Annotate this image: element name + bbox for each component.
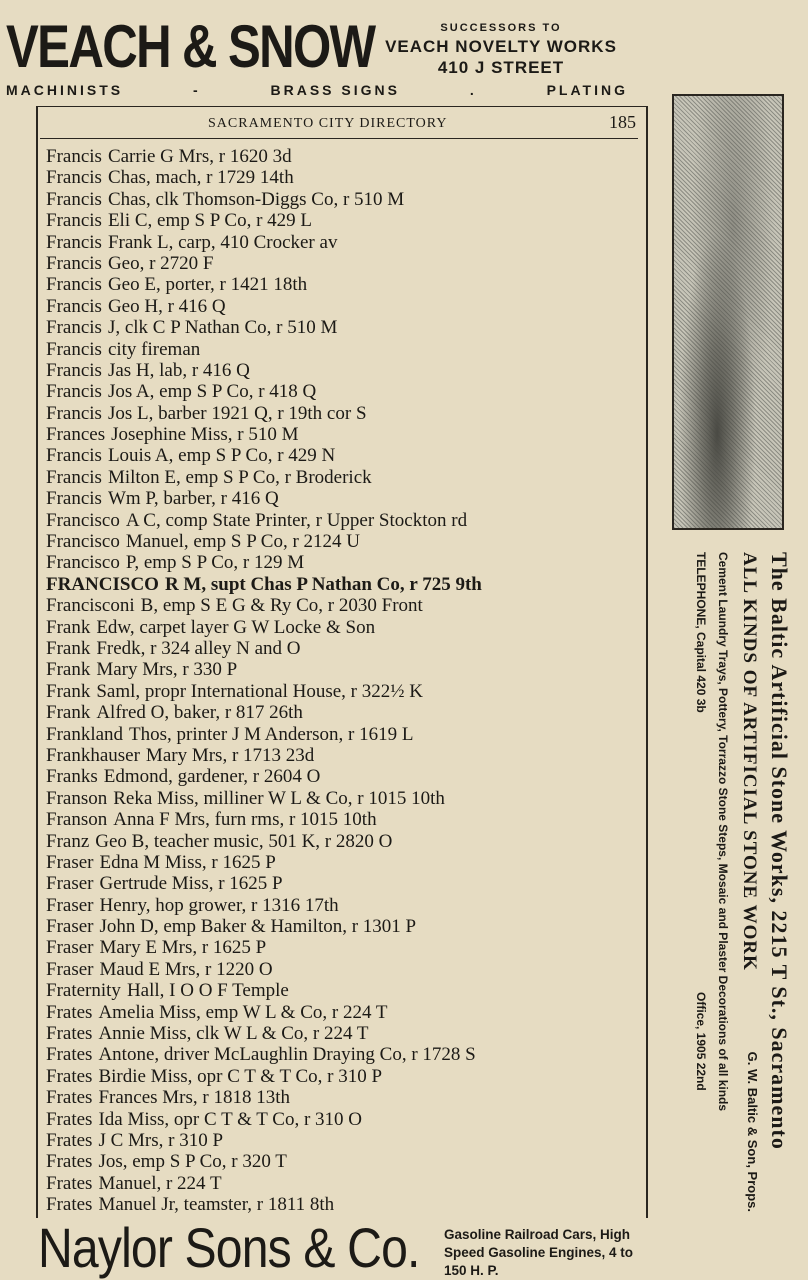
entry-surname: Frank — [46, 616, 91, 638]
entry-surname: Francis — [46, 317, 102, 339]
entry-surname: Frankhauser — [46, 744, 140, 766]
entry-detail: Ida Miss, opr C T & T Co, r 310 O — [98, 1108, 362, 1130]
entry-surname: Franson — [46, 809, 108, 831]
directory-entries — [46, 146, 640, 1216]
directory-entry — [46, 959, 640, 980]
directory-entry — [46, 1044, 640, 1065]
directory-entry — [46, 937, 640, 958]
entry-detail: Eli C, emp S P Co, r 429 L — [107, 210, 313, 232]
entry-detail: Geo, r 2720 F — [107, 252, 214, 274]
entry-surname: Frank — [46, 680, 91, 702]
entry-surname: Frances — [46, 424, 106, 446]
directory-entry — [46, 232, 640, 253]
directory-entry — [46, 745, 640, 766]
entry-detail: Chas, clk Thomson-Diggs Co, r 510 M — [107, 188, 405, 210]
directory-entry — [46, 766, 640, 787]
entry-detail: Fredk, r 324 alley N and O — [96, 637, 301, 659]
directory-entry — [46, 617, 640, 638]
entry-detail: Carrie G Mrs, r 1620 3d — [107, 146, 292, 167]
entry-surname: Fraser — [46, 916, 94, 938]
directory-entry — [46, 296, 640, 317]
directory-entry — [46, 381, 640, 402]
directory-entry — [46, 831, 640, 852]
entry-surname: Francisco — [46, 509, 120, 531]
side-ad-subheadline: ALL KINDS OF ARTIFICIAL STONE WORK — [739, 552, 760, 971]
running-head-title: SACRAMENTO CITY DIRECTORY — [208, 116, 448, 131]
entry-surname: Fraser — [46, 937, 94, 959]
entry-surname: Frank — [46, 659, 91, 681]
footer-desc-line: Gasoline Railroad Cars, High — [444, 1227, 631, 1242]
trade-brass-signs: BRASS SIGNS — [270, 82, 400, 98]
header-address: 410 J STREET — [437, 58, 565, 77]
directory-entry — [46, 724, 640, 745]
entry-detail: Anna F Mrs, furn rms, r 1015 10th — [113, 809, 377, 831]
footer-desc-line: Speed Gasoline Engines, 4 to — [444, 1245, 634, 1260]
entry-detail: Saml, propr International House, r 322½ K — [96, 680, 423, 702]
footer-desc-line: 150 H. P. — [444, 1263, 499, 1278]
engraving-illustration — [672, 94, 784, 530]
entry-detail: Annie Miss, clk W L & Co, r 224 T — [98, 1023, 369, 1045]
directory-entry — [46, 916, 640, 937]
entry-surname: Frates — [46, 1172, 93, 1194]
entry-surname: Francis — [46, 338, 102, 360]
side-ad-headline: The Baltic Artificial Stone Works, 2215 T St., Sacramento — [767, 552, 792, 1150]
directory-entry — [46, 574, 640, 595]
directory-entry — [46, 510, 640, 531]
side-ad-telephone: TELEPHONE, Capital 420 3b — [694, 552, 708, 713]
directory-entry — [46, 1130, 640, 1151]
entry-detail: Milton E, emp S P Co, r Broderick — [107, 466, 372, 488]
entry-surname: Frates — [46, 1108, 93, 1130]
directory-entry — [46, 980, 640, 1001]
directory-entry — [46, 852, 640, 873]
entry-detail: Thos, printer J M Anderson, r 1619 L — [129, 723, 414, 745]
directory-entry — [46, 403, 640, 424]
directory-entry — [46, 1194, 640, 1215]
entry-surname: Francis — [46, 252, 102, 274]
entry-surname: Francis — [46, 381, 102, 403]
directory-entry — [46, 189, 640, 210]
entry-detail: Manuel, r 224 T — [98, 1172, 222, 1194]
entry-detail: Manuel, emp S P Co, r 2124 U — [125, 531, 361, 553]
entry-detail: city fireman — [107, 338, 201, 360]
entry-detail: R M, supt Chas P Nathan Co, r 725 9th — [164, 573, 482, 595]
directory-entry — [46, 210, 640, 231]
entry-surname: Francis — [46, 231, 102, 253]
entry-detail: Henry, hop grower, r 1316 17th — [99, 894, 339, 916]
entry-detail: Edmond, gardener, r 2604 O — [103, 766, 321, 788]
entry-detail: Jos L, barber 1921 Q, r 19th cor S — [107, 402, 367, 424]
footer-company-name: Naylor Sons & Co. — [38, 1216, 420, 1279]
entry-surname: Francis — [46, 188, 102, 210]
trade-plating: PLATING — [546, 82, 628, 98]
directory-entry — [46, 146, 640, 167]
entry-surname: Francisco — [46, 531, 120, 553]
entry-detail: Jas H, lab, r 416 Q — [107, 359, 250, 381]
directory-entry — [46, 552, 640, 573]
entry-detail: Reka Miss, milliner W L & Co, r 1015 10th — [113, 787, 445, 809]
directory-entry — [46, 253, 640, 274]
header-successor-block — [370, 20, 632, 78]
footer-description — [444, 1226, 674, 1278]
entry-surname: Frates — [46, 1129, 93, 1151]
directory-entry — [46, 895, 640, 916]
entry-surname: Francis — [46, 466, 102, 488]
directory-entry — [46, 274, 640, 295]
directory-entry — [46, 488, 640, 509]
directory-entry — [46, 873, 640, 894]
entry-surname: Francisconi — [46, 595, 135, 617]
header-predecessor-name: VEACH NOVELTY WORKS — [385, 37, 617, 56]
directory-entry — [46, 1151, 640, 1172]
entry-detail: J C Mrs, r 310 P — [98, 1129, 224, 1151]
directory-entry — [46, 809, 640, 830]
trade-separator: - — [192, 82, 201, 98]
directory-entry — [46, 467, 640, 488]
entry-detail: Antone, driver McLaughlin Draying Co, r 1728 S — [98, 1044, 476, 1066]
entry-surname: Francis — [46, 402, 102, 424]
page-number: 185 — [609, 112, 636, 132]
directory-entry — [46, 360, 640, 381]
directory-entry — [46, 1109, 640, 1130]
entry-surname: Frates — [46, 1001, 93, 1023]
entry-detail: Jos A, emp S P Co, r 418 Q — [107, 381, 317, 403]
entry-detail: Mary E Mrs, r 1625 P — [99, 937, 267, 959]
entry-surname: Francis — [46, 295, 102, 317]
entry-detail: Amelia Miss, emp W L & Co, r 224 T — [98, 1001, 388, 1023]
entry-surname: Francis — [46, 445, 102, 467]
entry-detail: Birdie Miss, opr C T & T Co, r 310 P — [98, 1065, 383, 1087]
entry-surname: Francis — [46, 146, 102, 167]
entry-surname: Frank — [46, 637, 91, 659]
side-ad-products: Cement Laundry Trays, Pottery, Torrazzo Stone Steps, Mosaic and Plaster Decorations of all kinds — [716, 552, 730, 1112]
entry-surname: Fraternity — [46, 980, 121, 1002]
directory-entry — [46, 167, 640, 188]
header-company-name: VEACH & SNOW — [6, 13, 375, 80]
directory-entry — [46, 638, 640, 659]
directory-entry — [46, 1087, 640, 1108]
directory-entry — [46, 1002, 640, 1023]
entry-surname: Frates — [46, 1087, 93, 1109]
entry-detail: Gertrude Miss, r 1625 P — [99, 873, 283, 895]
entry-surname: Frates — [46, 1023, 93, 1045]
entry-surname: Francis — [46, 274, 102, 296]
entry-surname: Frankland — [46, 723, 124, 745]
directory-entry — [46, 1173, 640, 1194]
entry-surname: Fraser — [46, 873, 94, 895]
entry-detail: B, emp S E G & Ry Co, r 2030 Front — [140, 595, 423, 617]
entry-surname: Francis — [46, 210, 102, 232]
side-ad-office: Office, 1905 22nd — [694, 992, 708, 1091]
entry-detail: A C, comp State Printer, r Upper Stockton rd — [125, 509, 468, 531]
entry-surname: Fraser — [46, 894, 94, 916]
entry-detail: Chas, mach, r 1729 14th — [107, 167, 294, 189]
directory-entry — [46, 317, 640, 338]
directory-entry — [46, 595, 640, 616]
entry-detail: Wm P, barber, r 416 Q — [107, 488, 279, 510]
directory-entry — [46, 659, 640, 680]
entry-surname: Fraser — [46, 958, 94, 980]
entry-detail: Louis A, emp S P Co, r 429 N — [107, 445, 336, 467]
trade-separator: . — [469, 82, 477, 98]
directory-entry — [46, 339, 640, 360]
entry-surname: Francis — [46, 488, 102, 510]
entry-detail: Frank L, carp, 410 Crocker av — [107, 231, 338, 253]
entry-detail: P, emp S P Co, r 129 M — [125, 552, 305, 574]
entry-surname: Franz — [46, 830, 90, 852]
entry-detail: Frances Mrs, r 1818 13th — [98, 1087, 290, 1109]
directory-entry — [46, 681, 640, 702]
entry-surname: Frates — [46, 1065, 93, 1087]
entry-surname: Frates — [46, 1044, 93, 1066]
directory-entry — [46, 445, 640, 466]
entry-detail: Mary Mrs, r 330 P — [96, 659, 238, 681]
entry-detail: Geo E, porter, r 1421 18th — [107, 274, 308, 296]
entry-detail: Edw, carpet layer G W Locke & Son — [96, 616, 376, 638]
directory-entry — [46, 1066, 640, 1087]
entry-detail: J, clk C P Nathan Co, r 510 M — [107, 317, 338, 339]
entry-detail: John D, emp Baker & Hamilton, r 1301 P — [99, 916, 417, 938]
side-ad-proprietors: G. W. Baltic & Son, Props. — [745, 1051, 760, 1212]
header-successors-label: SUCCESSORS TO — [440, 22, 562, 34]
entry-surname: Franson — [46, 787, 108, 809]
entry-detail: Geo B, teacher music, 501 K, r 2820 O — [95, 830, 393, 852]
directory-entry — [46, 1023, 640, 1044]
header-trades — [6, 82, 628, 98]
entry-detail: Edna M Miss, r 1625 P — [99, 851, 276, 873]
entry-surname: Francis — [46, 359, 102, 381]
entry-detail: Mary Mrs, r 1713 23d — [145, 744, 315, 766]
entry-surname: Frank — [46, 702, 91, 724]
entry-surname: FRANCISCO — [46, 573, 159, 595]
entry-detail: Jos, emp S P Co, r 320 T — [98, 1151, 287, 1173]
directory-entry — [46, 531, 640, 552]
entry-detail: Geo H, r 416 Q — [107, 295, 226, 317]
entry-detail: Alfred O, baker, r 817 26th — [96, 702, 303, 724]
entry-surname: Francis — [46, 167, 102, 189]
directory-entry — [46, 702, 640, 723]
entry-detail: Manuel Jr, teamster, r 1811 8th — [98, 1194, 335, 1216]
entry-surname: Francisco — [46, 552, 120, 574]
entry-surname: Frates — [46, 1194, 93, 1216]
entry-detail: Maud E Mrs, r 1220 O — [99, 958, 273, 980]
running-head — [40, 114, 638, 139]
directory-entry — [46, 788, 640, 809]
entry-surname: Franks — [46, 766, 98, 788]
trade-machinists: MACHINISTS — [6, 82, 124, 98]
entry-surname: Fraser — [46, 851, 94, 873]
entry-detail: Josephine Miss, r 510 M — [111, 424, 299, 446]
directory-entry — [46, 424, 640, 445]
entry-detail: Hall, I O O F Temple — [126, 980, 289, 1002]
entry-surname: Frates — [46, 1151, 93, 1173]
